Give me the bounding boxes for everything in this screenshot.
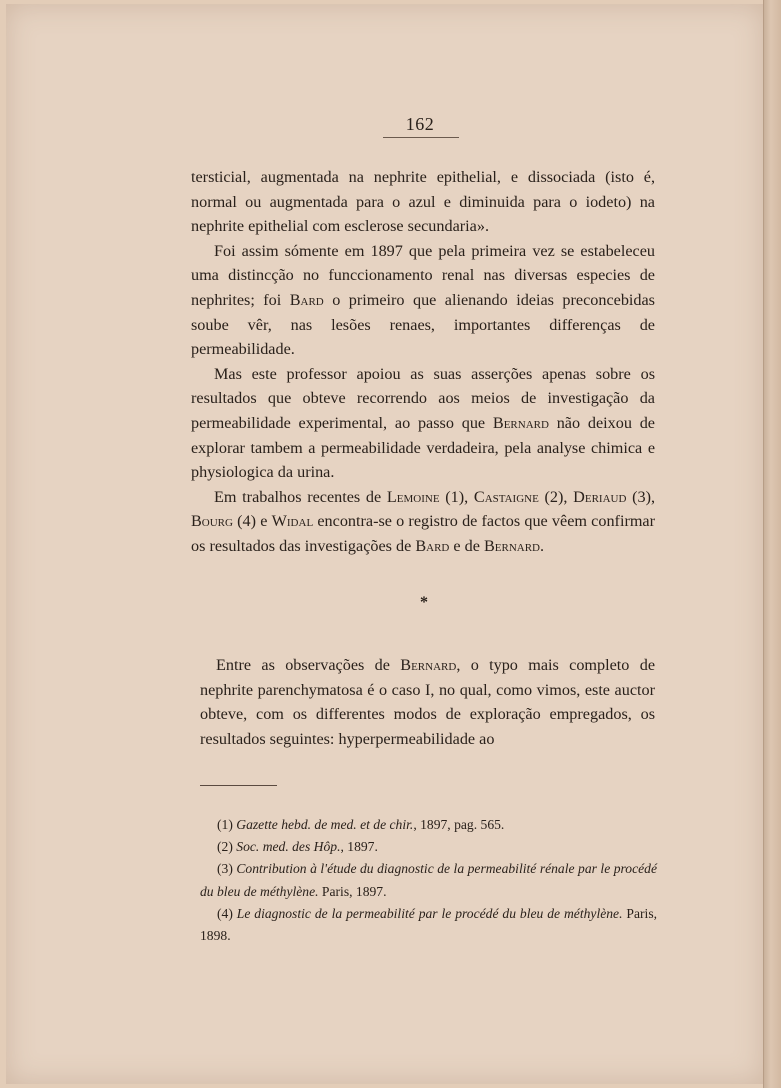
page-edge xyxy=(763,0,781,1088)
footnote-ref: (1), xyxy=(439,487,474,506)
author-name: Bard xyxy=(415,536,450,555)
author-name: Bernard xyxy=(483,536,540,555)
text: . xyxy=(540,536,545,555)
footnote-4 xyxy=(200,903,657,947)
footnote-title: Le diagnostic de la permeabilité par le procédé du bleu de méthylène. xyxy=(236,905,623,921)
author-name: Castaigne xyxy=(473,487,539,506)
author-name: Deriaud xyxy=(573,487,627,506)
text: Foi assim sómente em 1897 que pela primeira vez se estabeleceu uma distincção no funccionamento renal nas diversas especies de nephrites; foi xyxy=(191,241,655,309)
main-text xyxy=(191,165,655,559)
footnote-number: (2) xyxy=(217,839,233,855)
main-text-continued xyxy=(200,653,655,751)
footnote-number: (3) xyxy=(217,861,233,877)
author-name: Bernard xyxy=(492,413,549,432)
footnotes xyxy=(200,814,657,947)
text: Em trabalhos recentes de xyxy=(214,487,387,506)
author-name: Bourg xyxy=(191,512,233,531)
author-name: Widal xyxy=(271,512,314,531)
footnote-number: (1) xyxy=(217,817,233,832)
author-name: Bard xyxy=(289,290,324,309)
text: e de xyxy=(449,536,484,555)
footnote-title: Contribution à l'étude du diagnostic de la permeabilité rénale par le procédé du bleu de méthylène. xyxy=(200,861,657,899)
footnote-number: (4) xyxy=(217,905,233,921)
text: encontra-se o registro de factos que vêem confirmar os resultados das investigações de xyxy=(191,512,655,555)
text: , o typo mais completo de nephrite parenchymatosa é o caso I, no qual, como vimos, este auctor obteve, com os differentes modos de exploração empregados, os resultados seguintes: hyperpermeabilidade ao xyxy=(200,656,656,748)
footnote-rule xyxy=(200,785,277,786)
page-number: 162 xyxy=(405,114,435,134)
footnote-ref: (3), xyxy=(626,487,656,506)
footnote-text: , 1897. xyxy=(340,839,378,855)
footnote-title: Gazette hebd. de med. et de chir. xyxy=(236,817,414,832)
footnote-2 xyxy=(200,836,657,858)
paragraph-2 xyxy=(191,239,655,362)
footnote-text: , 1897, pag. 565. xyxy=(413,817,505,832)
footnote-title: Soc. med. des Hôp. xyxy=(236,839,341,855)
text: não deixou de explorar tambem a permeabilidade verdadeira, pela analyse chimica e physiologica da urina. xyxy=(191,413,655,482)
paragraph-4 xyxy=(191,485,655,559)
footnote-1 xyxy=(200,814,657,836)
footnote-text: Paris, 1898. xyxy=(200,905,658,944)
author-name: Lemoine xyxy=(386,487,440,506)
page-number-rule xyxy=(383,137,459,138)
footnote-ref: (2), xyxy=(538,487,574,506)
text: Mas este professor apoiou as suas asserções apenas sobre os resultados que obteve recorrendo aos meios de investigação da permeabilidade experimental, ao passo que xyxy=(191,364,655,432)
text: o primeiro que alienando ideias preconcebidas soube vêr, nas lesões renaes, importantes differenças de permeabilidade. xyxy=(191,290,655,359)
paragraph-3 xyxy=(191,362,655,485)
section-separator: * xyxy=(420,594,428,611)
footnote-3 xyxy=(200,858,657,902)
author-name: Bernard xyxy=(400,656,457,674)
footnote-ref: (4) e xyxy=(232,512,272,531)
paragraph-5 xyxy=(200,653,655,751)
paragraph-1: tersticial, augmentada na nephrite epithelial, e dissociada (isto é, normal ou augmentada para o azul e diminuida para o iodeto) na nephrite epithelial com esclerose secundaria». xyxy=(191,168,655,236)
footnote-text: Paris, 1897. xyxy=(318,883,387,899)
text: Entre as observações de xyxy=(216,656,401,674)
